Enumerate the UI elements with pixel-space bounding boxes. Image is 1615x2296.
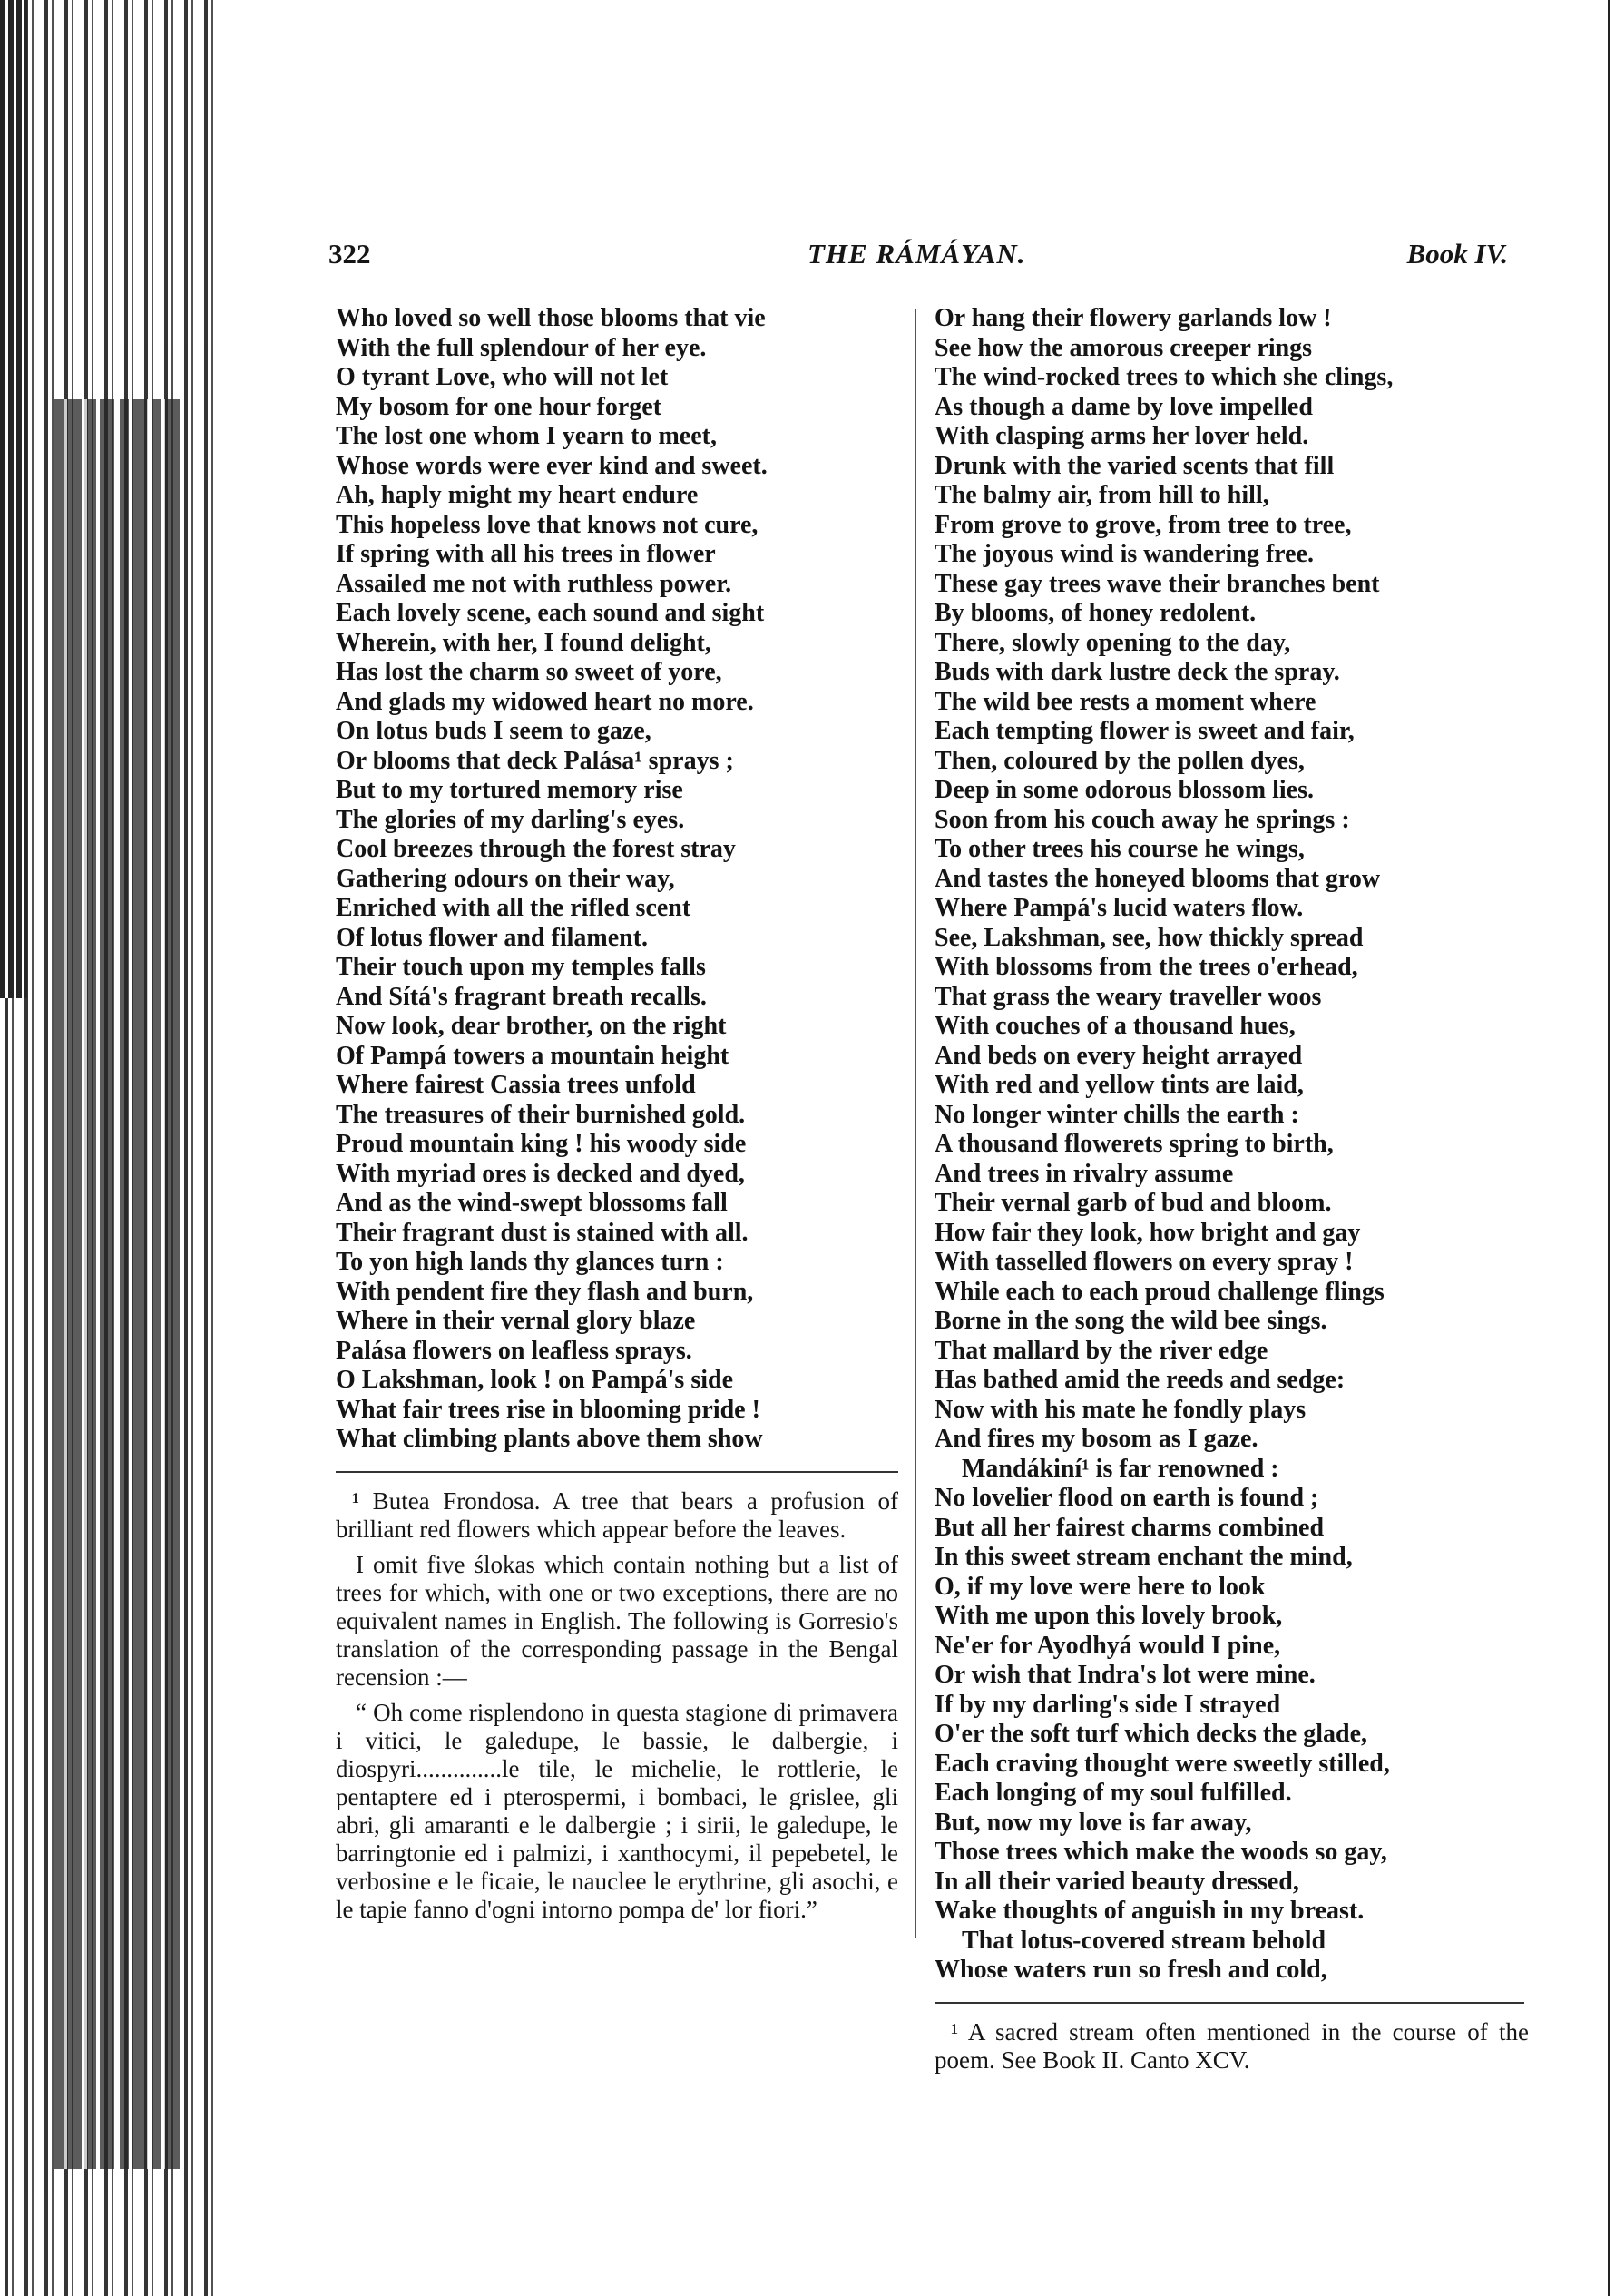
right-verse	[935, 304, 1529, 1986]
verse-line: Whose waters run so fresh and cold,	[935, 1956, 1327, 1984]
verse-line: But all her fairest charms combined	[935, 1513, 1325, 1542]
verse-line: Whose words were ever kind and sweet.	[336, 451, 768, 480]
verse-line: The joyous wind is wandering free.	[935, 540, 1314, 568]
verse-line: Those trees which make the woods so gay,	[935, 1838, 1387, 1866]
verse-line: Proud mountain king ! his woody side	[336, 1130, 747, 1158]
verse-line: These gay trees wave their branches bent	[935, 569, 1380, 598]
verse-line: No longer winter chills the earth :	[935, 1100, 1299, 1129]
verse-line: Then, coloured by the pollen dyes,	[935, 746, 1305, 775]
verse-line: Soon from his couch away he springs :	[935, 805, 1350, 834]
verse-line: Enriched with all the rifled scent	[336, 894, 691, 922]
verse-line: Mandákiní¹ is far renowned :	[962, 1454, 1279, 1483]
verse-line: To yon high lands thy glances turn :	[336, 1248, 724, 1276]
verse-line: See, Lakshman, see, how thickly spread	[935, 923, 1364, 952]
verse-line: Deep in some odorous blossom lies.	[935, 776, 1314, 804]
right-column	[935, 304, 1529, 2082]
verse-line: Now look, dear brother, on the right	[336, 1012, 727, 1040]
verse-line: With tasselled flowers on every spray !	[935, 1248, 1354, 1276]
verse-line: And trees in rivalry assume	[935, 1159, 1234, 1188]
page-edge-right	[1604, 0, 1615, 2296]
verse-line: What climbing plants above them show	[336, 1425, 763, 1453]
verse-line: Or hang their flowery garlands low !	[935, 304, 1332, 332]
verse-line: Ah, haply might my heart endure	[336, 481, 699, 509]
verse-line: Wake thoughts of anguish in my breast.	[935, 1897, 1365, 1925]
footnote-palasa: ¹ Butea Frondosa. A tree that bears a profusion of brilliant red flowers which appear before the leaves.	[336, 1487, 898, 1543]
footnote-rule	[336, 1471, 898, 1473]
verse-line: O Lakshman, look ! on Pampá's side	[336, 1366, 733, 1394]
verse-line: With me upon this lovely brook,	[935, 1602, 1283, 1630]
verse-line: The wild bee rests a moment where	[935, 687, 1316, 716]
verse-line: As though a dame by love impelled	[935, 392, 1313, 421]
verse-line: O, if my love were here to look	[935, 1572, 1266, 1601]
verse-line: The treasures of their burnished gold.	[336, 1100, 746, 1129]
verse-line: That mallard by the river edge	[935, 1336, 1268, 1365]
verse-line: With clasping arms her lover held.	[935, 422, 1309, 450]
verse-line: That lotus-covered stream behold	[962, 1926, 1326, 1955]
verse-line: Their touch upon my temples falls	[336, 953, 706, 981]
verse-line: The balmy air, from hill to hill,	[935, 481, 1269, 509]
verse-line: And beds on every height arrayed	[935, 1041, 1303, 1070]
left-column	[336, 304, 898, 1931]
verse-line: No lovelier flood on earth is found ;	[935, 1484, 1319, 1512]
verse-line: But to my tortured memory rise	[336, 776, 683, 804]
verse-line: Each tempting flower is sweet and fair,	[935, 717, 1355, 745]
verse-line: And as the wind-swept blossoms fall	[336, 1189, 728, 1217]
verse-line: But, now my love is far away,	[935, 1808, 1252, 1837]
verse-line: Their fragrant dust is stained with all.	[336, 1218, 749, 1247]
verse-line: Who loved so well those blooms that vie	[336, 304, 766, 332]
verse-line: A thousand flowerets spring to birth,	[935, 1130, 1334, 1158]
verse-line: Has bathed amid the reeds and sedge:	[935, 1366, 1346, 1394]
verse-line: Or wish that Indra's lot were mine.	[935, 1661, 1316, 1689]
verse-line: How fair they look, how bright and gay	[935, 1218, 1361, 1247]
verse-line: Wherein, with her, I found delight,	[336, 628, 711, 657]
verse-line: With pendent fire they flash and burn,	[336, 1277, 754, 1306]
verse-line: Each craving thought were sweetly stilled,	[935, 1749, 1390, 1778]
verse-line: Borne in the song the wild bee sings.	[935, 1307, 1327, 1335]
verse-line: Or blooms that deck Palása¹ sprays ;	[336, 746, 734, 775]
verse-line: O'er the soft turf which decks the glade,	[935, 1720, 1367, 1748]
verse-line: Has lost the charm so sweet of yore,	[336, 658, 722, 686]
verse-line: If by my darling's side I strayed	[935, 1690, 1281, 1719]
verse-line: And fires my bosom as I gaze.	[935, 1425, 1258, 1453]
verse-line: If spring with all his trees in flower	[336, 540, 716, 568]
verse-line: Palása flowers on leafless sprays.	[336, 1336, 692, 1365]
verse-line: Ne'er for Ayodhyá would I pine,	[935, 1631, 1281, 1660]
verse-line: The glories of my darling's eyes.	[336, 805, 685, 834]
verse-line: In this sweet stream enchant the mind,	[935, 1543, 1353, 1571]
verse-line: Where Pampá's lucid waters flow.	[935, 894, 1304, 922]
verse-line: Drunk with the varied scents that fill	[935, 451, 1335, 480]
verse-line: My bosom for one hour forget	[336, 392, 662, 421]
book-title: THE RÁMÁYAN.	[808, 238, 1026, 270]
verse-line: And glads my widowed heart no more.	[336, 687, 754, 716]
verse-line: The lost one whom I yearn to meet,	[336, 422, 717, 450]
verse-line: Where in their vernal glory blaze	[336, 1307, 696, 1335]
verse-line: And tastes the honeyed blooms that grow	[935, 864, 1381, 893]
gorresio-quotation: “ Oh come risplendono in questa stagione di primavera i vitici, le galedupe, le bassie, le dalbergie, i diospyri..............le tile, le michelie, le rottlerie, le pentaptere ed i pterospermi, i bombaci, le grislee, gli abri, gli amaranti e le dalbergie ; i sirii, le galedupe, le barringtonie ed i palmizi, i xanthocymi, il pepebetel, le verbosine e le ficaie, le nauclee le erythrine, gli asochi, e le tapie fanno d'ogni intorno pompa de' lor fiori.”	[336, 1698, 898, 1923]
verse-line: That grass the weary traveller woos	[935, 982, 1322, 1011]
verse-line: Of lotus flower and filament.	[336, 923, 649, 952]
verse-line: Each lovely scene, each sound and sight	[336, 599, 765, 627]
verse-line: Now with his mate he fondly plays	[935, 1395, 1307, 1424]
verse-line: Each longing of my soul fulfilled.	[935, 1779, 1292, 1807]
book-part: Book IV.	[1406, 238, 1508, 270]
verse-line: To other trees his course he wings,	[935, 835, 1305, 863]
verse-line: Where fairest Cassia trees unfold	[336, 1071, 696, 1099]
verse-line: On lotus buds I seem to gaze,	[336, 717, 651, 745]
running-head	[328, 238, 1508, 283]
verse-line: What fair trees rise in blooming pride !	[336, 1395, 760, 1424]
verse-line: From grove to grove, from tree to tree,	[935, 510, 1352, 539]
binding-edge	[0, 0, 213, 2296]
verse-line: While each to each proud challenge flings	[935, 1277, 1385, 1306]
verse-line: Assailed me not with ruthless power.	[336, 569, 732, 598]
verse-line: O tyrant Love, who will not let	[336, 363, 669, 391]
verse-line: With myriad ores is decked and dyed,	[336, 1159, 745, 1188]
page-number: 322	[328, 238, 371, 270]
verse-line: Cool breezes through the forest stray	[336, 835, 736, 863]
footnote-rule	[935, 2002, 1524, 2004]
verse-line: Gathering odours on their way,	[336, 864, 675, 893]
verse-line: Their vernal garb of bud and bloom.	[935, 1189, 1332, 1217]
translator-note: I omit five ślokas which contain nothing but a list of trees for which, with one or two exceptions, there are no equivalent names in English. The following is Gorresio's translation of the corresponding passage in the Bengal recension :—	[336, 1550, 898, 1691]
verse-line: By blooms, of honey redolent.	[935, 599, 1257, 627]
verse-line: With blossoms from the trees o'erhead,	[935, 953, 1358, 981]
verse-line: Of Pampá towers a mountain height	[336, 1041, 729, 1070]
footnote-mandakini: ¹ A sacred stream often mentioned in the course of the poem. See Book II. Canto XCV.	[935, 2017, 1529, 2074]
verse-line: The wind-rocked trees to which she clings,	[935, 363, 1394, 391]
verse-line: See how the amorous creeper rings	[935, 333, 1313, 362]
column-divider	[915, 309, 916, 1938]
verse-line: With couches of a thousand hues,	[935, 1012, 1296, 1040]
verse-line: Buds with dark lustre deck the spray.	[935, 658, 1340, 686]
verse-line: This hopeless love that knows not cure,	[336, 510, 759, 539]
left-verse	[336, 304, 898, 1455]
verse-line: There, slowly opening to the day,	[935, 628, 1291, 657]
verse-line: With the full splendour of her eye.	[336, 333, 707, 362]
verse-line: In all their varied beauty dressed,	[935, 1867, 1299, 1896]
left-notes	[336, 1487, 898, 1924]
right-notes	[935, 2018, 1529, 2075]
verse-line: And Sítá's fragrant breath recalls.	[336, 982, 707, 1011]
verse-line: With red and yellow tints are laid,	[935, 1071, 1304, 1099]
